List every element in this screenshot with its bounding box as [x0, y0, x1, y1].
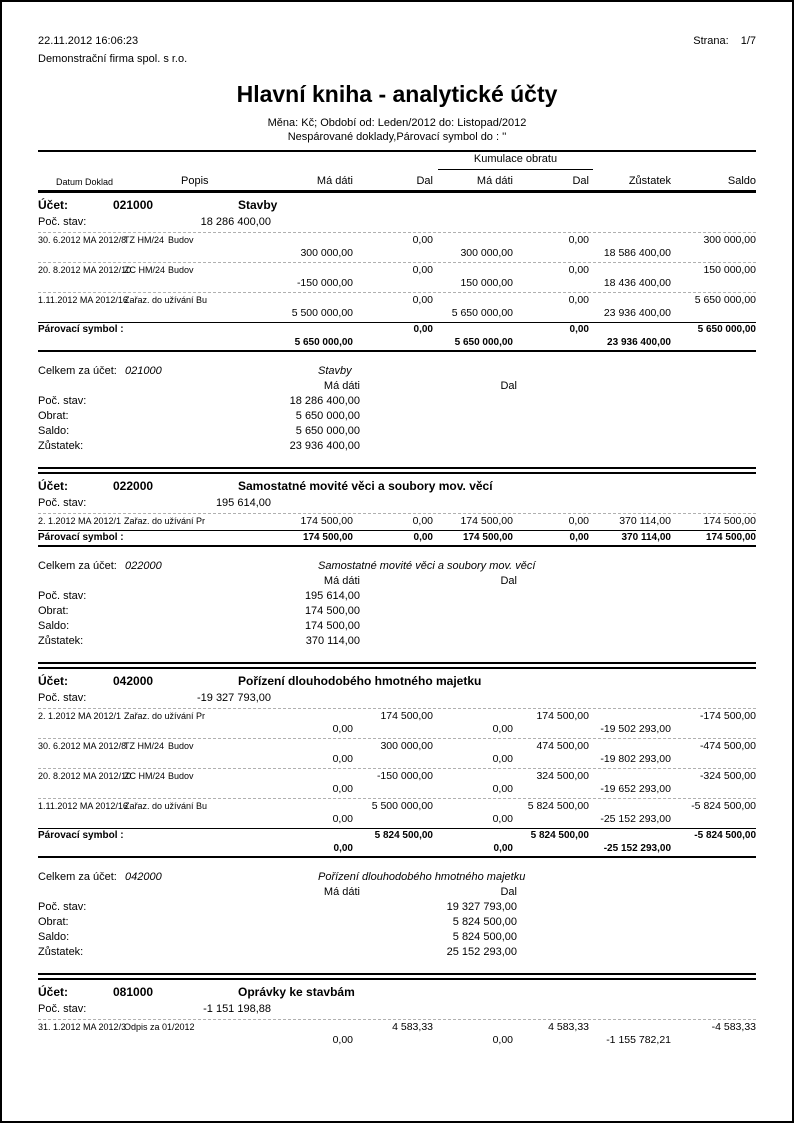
summary-caption: Celkem za účet: [38, 871, 117, 883]
cell-zustatek: 23 936 400,00 [607, 337, 671, 348]
section-rule [38, 856, 756, 858]
cell-dal: 0,00 [412, 294, 433, 306]
summary-account-number: 022000 [125, 560, 162, 572]
pairing-symbol-label: Párovací symbol : [38, 830, 124, 841]
account-summary [38, 364, 756, 463]
summary-caption: Celkem za účet: [38, 560, 117, 572]
opening-balance-row [38, 496, 756, 511]
cell-ma-dati: 0,00 [332, 813, 353, 825]
summary-saldo-label: Saldo: [38, 425, 70, 437]
ledger-row [38, 1021, 756, 1047]
report-subtitle-filter: Nespárované doklady,Párovací symbol do : '' [287, 131, 507, 143]
summary-account-name: Stavby [318, 365, 352, 377]
cell-zustatek: -25 152 293,00 [603, 843, 671, 854]
cell-popis-2: Budov [168, 741, 194, 751]
cell-dal: 5 824 500,00 [374, 830, 433, 841]
cell-kum-ma-dati: 0,00 [492, 1034, 513, 1046]
account-summary [38, 870, 756, 969]
cell-date-doc: 1.11.2012 MA 2012/16 [38, 801, 128, 811]
cell-dal: 300 000,00 [380, 740, 433, 752]
row-separator [38, 798, 756, 799]
cell-saldo: 174 500,00 [703, 515, 756, 527]
summary-col-dal: Dal [500, 575, 517, 587]
cell-kum-ma-dati: 5 650 000,00 [454, 337, 513, 348]
ledger-row [38, 515, 756, 528]
cell-date-doc: 30. 6.2012 MA 2012/8 [38, 235, 127, 245]
opening-balance-label: Poč. stav: [38, 692, 87, 704]
table-column-headers [38, 152, 756, 190]
col-header-zustatek: Zůstatek [628, 175, 671, 187]
cell-zustatek: -25 152 293,00 [600, 813, 671, 825]
cell-ma-dati: 174 500,00 [302, 532, 353, 543]
cell-ma-dati: 0,00 [332, 753, 353, 765]
cell-zustatek: 370 114,00 [621, 532, 671, 543]
page-number-value: 1/7 [740, 35, 756, 47]
summary-saldo-value: 5 650 000,00 [295, 425, 360, 437]
summary-col-ma-dati: Má dáti [323, 886, 360, 898]
account-section-042000 [38, 674, 756, 980]
summary-account-number: 021000 [125, 365, 162, 377]
section-rule [38, 350, 756, 352]
cell-kum-ma-dati: 174 500,00 [460, 515, 513, 527]
row-separator [38, 262, 756, 263]
opening-balance-row [38, 215, 756, 230]
pairing-symbol-label: Párovací symbol : [38, 532, 124, 543]
cell-zustatek: -19 652 293,00 [600, 783, 671, 795]
col-header-datum-doklad: Datum Doklad [56, 177, 114, 187]
cell-popis-2: Budov [168, 265, 194, 275]
summary-col-dal: Dal [500, 380, 517, 392]
cell-date-doc: 2. 1.2012 MA 2012/1 [38, 711, 122, 721]
cell-date-doc: 31. 1.2012 MA 2012/3 [38, 1022, 127, 1032]
col-header-saldo: Saldo [727, 175, 756, 187]
section-double-rule [38, 973, 756, 980]
summary-obrat-label: Obrat: [38, 916, 69, 928]
account-number: 042000 [113, 674, 154, 688]
cell-kum-dal: 0,00 [568, 515, 589, 527]
cell-kum-dal: 324 500,00 [536, 770, 589, 782]
opening-balance-label: Poč. stav: [38, 216, 87, 228]
cell-popis: Zařaz. do užívání Bu [124, 295, 208, 305]
cell-kum-ma-dati: 0,00 [492, 813, 513, 825]
cell-zustatek: -1 155 782,21 [606, 1034, 671, 1046]
account-header [38, 985, 756, 1002]
summary-poc-label: Poč. stav: [38, 901, 87, 913]
cell-kum-dal: 0,00 [568, 234, 589, 246]
section-double-rule [38, 467, 756, 474]
opening-balance-row [38, 1002, 756, 1017]
summary-col-ma-dati: Má dáti [323, 380, 360, 392]
row-separator [38, 708, 756, 709]
account-section-022000 [38, 479, 756, 669]
summary-zustatek-value: 370 114,00 [305, 635, 360, 647]
cell-popis-2: Budov [168, 771, 194, 781]
cell-dal: 4 583,33 [392, 1021, 433, 1033]
account-name: Stavby [238, 198, 278, 212]
account-summary [38, 559, 756, 658]
summary-account-name: Samostatné movité věci a soubory mov. věcí [318, 560, 536, 572]
cell-popis-2: Budov [168, 235, 194, 245]
row-separator [38, 738, 756, 739]
section-rule [38, 545, 756, 547]
cell-kum-dal: 0,00 [569, 324, 589, 335]
summary-poc-label: Poč. stav: [38, 590, 87, 602]
report-title: Hlavní kniha - analytické účty [236, 81, 558, 107]
cell-kum-dal: 0,00 [568, 294, 589, 306]
cell-ma-dati: -150 000,00 [296, 277, 353, 289]
cell-dal: 0,00 [412, 515, 433, 527]
cell-dal: 0,00 [412, 264, 433, 276]
cell-saldo: 5 650 000,00 [697, 324, 756, 335]
account-header [38, 479, 756, 496]
summary-obrat-value: 174 500,00 [304, 605, 360, 617]
summary-poc-label: Poč. stav: [38, 395, 87, 407]
cell-popis: Zařaz. do užívání Bu [124, 801, 208, 811]
cell-ma-dati: 300 000,00 [300, 247, 353, 259]
summary-obrat-label: Obrat: [38, 605, 69, 617]
kumulace-underline [438, 169, 593, 170]
account-label: Účet: [38, 479, 69, 493]
cell-kum-dal: 5 824 500,00 [527, 800, 589, 812]
cell-zustatek: 23 936 400,00 [603, 307, 671, 319]
account-section-081000 [38, 985, 756, 1047]
summary-poc-value: 195 614,00 [304, 590, 360, 602]
account-name: Samostatné movité věci a soubory mov. věcí [238, 479, 493, 493]
summary-caption: Celkem za účet: [38, 365, 117, 377]
cell-dal: 0,00 [413, 324, 433, 335]
header-rule-bottom [38, 190, 756, 193]
cell-ma-dati: 5 650 000,00 [294, 337, 353, 348]
cell-kum-dal: 5 824 500,00 [530, 830, 589, 841]
pairing-symbol-label: Párovací symbol : [38, 324, 124, 335]
cell-kum-ma-dati: 300 000,00 [460, 247, 513, 259]
cell-saldo: -474 500,00 [699, 740, 756, 752]
row-separator [38, 768, 756, 769]
cell-ma-dati: 0,00 [332, 723, 353, 735]
account-number: 021000 [113, 198, 154, 212]
cell-ma-dati: 5 500 000,00 [291, 307, 353, 319]
col-header-dal: Dal [416, 175, 433, 187]
opening-balance-value: -19 327 793,00 [196, 692, 271, 704]
opening-balance-value: 195 614,00 [215, 497, 271, 509]
cell-date-doc: 30. 6.2012 MA 2012/8 [38, 741, 127, 751]
cell-saldo: -174 500,00 [699, 710, 756, 722]
cell-kum-ma-dati: 150 000,00 [460, 277, 513, 289]
cell-dal: 0,00 [412, 234, 433, 246]
cell-ma-dati: 0,00 [332, 783, 353, 795]
cell-popis: TZ HM/24 [124, 235, 165, 245]
cell-popis: Zařaz. do užívání Pr [124, 711, 206, 721]
summary-poc-value: 19 327 793,00 [446, 901, 517, 913]
account-number: 081000 [113, 985, 154, 999]
ledger-row [38, 740, 756, 769]
cell-saldo: -5 824 500,00 [694, 830, 756, 841]
summary-zustatek-label: Zůstatek: [38, 946, 84, 958]
summary-zustatek-label: Zůstatek: [38, 635, 84, 647]
account-label: Účet: [38, 198, 69, 212]
report-header-row [38, 34, 756, 48]
cell-date-doc: 20. 8.2012 MA 2012/10 [38, 771, 132, 781]
row-separator [38, 1019, 756, 1020]
summary-account-name: Pořízení dlouhodobého hmotného majetku [318, 871, 526, 883]
account-header [38, 674, 756, 691]
summary-obrat-value: 5 650 000,00 [295, 410, 360, 422]
pairing-symbol-row [38, 322, 756, 350]
opening-balance-value: 18 286 400,00 [200, 216, 271, 228]
summary-saldo-label: Saldo: [38, 620, 70, 632]
cell-dal: 0,00 [413, 532, 433, 543]
cell-zustatek: 18 436 400,00 [603, 277, 671, 289]
cell-kum-ma-dati: 0,00 [492, 783, 513, 795]
cell-popis: Odpis za 01/2012 [124, 1022, 195, 1032]
cell-saldo: -4 583,33 [711, 1021, 756, 1033]
cell-kum-dal: 474 500,00 [536, 740, 589, 752]
ledger-row [38, 770, 756, 799]
cell-popis: TZ HM/24 [124, 741, 165, 751]
col-header-kum-dal: Dal [572, 175, 589, 187]
account-header [38, 198, 756, 215]
company-name: Demonstrační firma spol. s r.o. [38, 53, 188, 65]
cell-kum-ma-dati: 0,00 [492, 723, 513, 735]
col-header-popis: Popis [181, 175, 209, 187]
cell-saldo: 300 000,00 [703, 234, 756, 246]
summary-poc-value: 18 286 400,00 [289, 395, 360, 407]
ledger-row [38, 800, 756, 826]
report-subtitle-period: Měna: Kč; Období od: Leden/2012 do: Listopad/2012 [267, 117, 527, 129]
cell-zustatek: 370 114,00 [619, 515, 671, 527]
col-header-ma-dati: Má dáti [316, 175, 353, 187]
cell-dal: 174 500,00 [380, 710, 433, 722]
cell-kum-dal: 4 583,33 [548, 1021, 589, 1033]
summary-account-number: 042000 [125, 871, 162, 883]
cell-saldo: 150 000,00 [703, 264, 756, 276]
cell-kum-ma-dati: 5 650 000,00 [451, 307, 513, 319]
summary-col-dal: Dal [500, 886, 517, 898]
opening-balance-label: Poč. stav: [38, 497, 87, 509]
row-separator [38, 232, 756, 233]
row-separator [38, 292, 756, 293]
section-double-rule [38, 662, 756, 669]
cell-ma-dati: 174 500,00 [300, 515, 353, 527]
account-number: 022000 [113, 479, 154, 493]
cell-saldo: -5 824 500,00 [691, 800, 756, 812]
ledger-row [38, 294, 756, 320]
opening-balance-value: -1 151 198,88 [203, 1003, 271, 1015]
account-label: Účet: [38, 674, 69, 688]
page-number-label: Strana: [693, 35, 729, 47]
cell-ma-dati: 0,00 [332, 1034, 353, 1046]
ledger-row [38, 234, 756, 263]
ledger-row [38, 710, 756, 739]
cell-zustatek: -19 502 293,00 [600, 723, 671, 735]
summary-col-ma-dati: Má dáti [323, 575, 360, 587]
summary-zustatek-value: 25 152 293,00 [446, 946, 517, 958]
cell-popis: Zařaz. do užívání Pr [124, 516, 206, 526]
pairing-symbol-row [38, 530, 756, 545]
opening-balance-row [38, 691, 756, 706]
cell-date-doc: 2. 1.2012 MA 2012/1 [38, 516, 122, 526]
summary-saldo-value: 174 500,00 [304, 620, 360, 632]
ledger-row [38, 264, 756, 293]
account-section-021000 [38, 198, 756, 474]
cell-kum-dal: 0,00 [569, 532, 589, 543]
col-header-kumulace-obratu: Kumulace obratu [473, 153, 558, 165]
cell-popis: ZC HM/24 [124, 771, 166, 781]
summary-zustatek-value: 23 936 400,00 [289, 440, 360, 452]
cell-date-doc: 1.11.2012 MA 2012/16 [38, 295, 128, 305]
cell-kum-dal: 0,00 [568, 264, 589, 276]
account-name: Oprávky ke stavbám [238, 985, 355, 999]
report-datetime: 22.11.2012 16:06:23 [38, 35, 139, 47]
cell-ma-dati: 0,00 [333, 843, 353, 854]
cell-dal: 5 500 000,00 [371, 800, 433, 812]
cell-popis: ZC HM/24 [124, 265, 166, 275]
page-number [693, 34, 756, 48]
row-separator [38, 513, 756, 514]
cell-saldo: -324 500,00 [699, 770, 756, 782]
cell-kum-ma-dati: 174 500,00 [462, 532, 513, 543]
summary-obrat-label: Obrat: [38, 410, 69, 422]
pairing-symbol-row [38, 828, 756, 856]
cell-kum-ma-dati: 0,00 [492, 753, 513, 765]
cell-zustatek: 18 586 400,00 [603, 247, 671, 259]
cell-saldo: 174 500,00 [705, 532, 756, 543]
cell-kum-ma-dati: 0,00 [493, 843, 513, 854]
summary-saldo-label: Saldo: [38, 931, 70, 943]
account-label: Účet: [38, 985, 69, 999]
col-header-kum-ma-dati: Má dáti [476, 175, 513, 187]
cell-saldo: 5 650 000,00 [694, 294, 756, 306]
cell-kum-dal: 174 500,00 [536, 710, 589, 722]
summary-zustatek-label: Zůstatek: [38, 440, 84, 452]
opening-balance-label: Poč. stav: [38, 1003, 87, 1015]
cell-dal: -150 000,00 [376, 770, 433, 782]
summary-saldo-value: 5 824 500,00 [452, 931, 517, 943]
summary-obrat-value: 5 824 500,00 [452, 916, 517, 928]
account-name: Pořízení dlouhodobého hmotného majetku [238, 674, 482, 688]
cell-date-doc: 20. 8.2012 MA 2012/10 [38, 265, 132, 275]
cell-zustatek: -19 802 293,00 [600, 753, 671, 765]
